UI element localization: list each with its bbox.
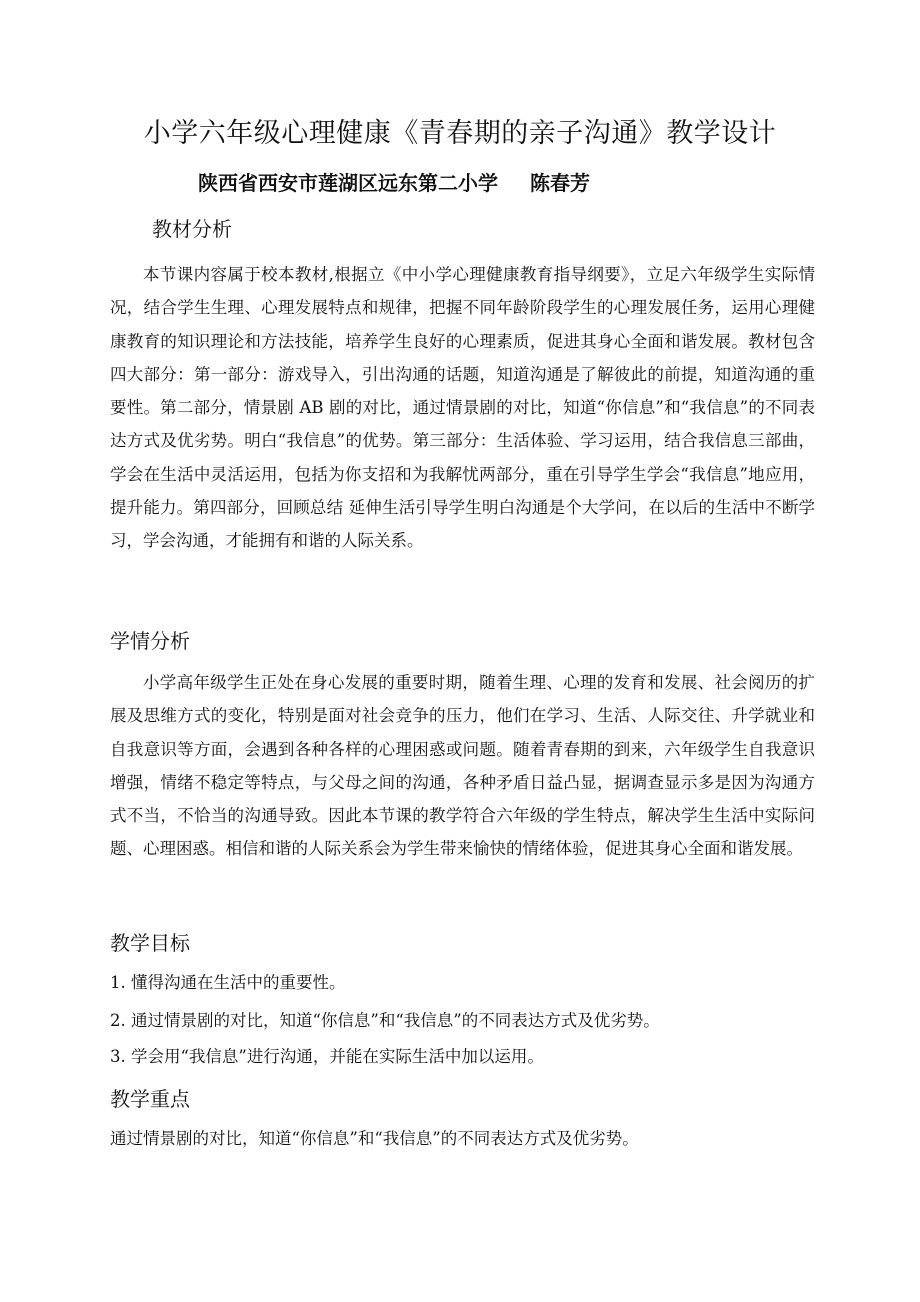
heading-teaching-objectives: 教学目标 <box>110 931 190 955</box>
paragraph-key-points: 通过情景剧的对比，知道“你信息”和“我信息”的不同表达方式及优劣势。 <box>110 1129 639 1148</box>
paragraph-learner-analysis: 小学高年级学生正处在身心发展的重要时期，随着生理、心理的发育和发展、社会阅历的扩展及思维方式的变化，特别是面对社会竞争的压力，他们在学习、生活、人际交往、升学就业和自我意识等方面，会遇到各种各样的心理困惑或问题。随着青春期的到来，六年级学生自我意识增强，情绪不稳定等特点，与父母之间的沟通，各种矛盾日益凸显，据调查显示多是因为沟通方式不当，不恰当的沟通导致。因此本节课的教学符合六年级的学生特点，解决学生生活中实际问题、心理困惑。相信和谐的人际关系会为学生带来愉快的情绪体验，促进其身心全面和谐发展。 <box>110 673 815 859</box>
paragraph-textbook-analysis: 本节课内容属于校本教材,根据立《中小学心理健康教育指导纲要》，立足六年级学生实际情况，结合学生生理、心理发展特点和规律，把握不同年龄阶段学生的心理发展任务，运用心理健康教育的知识理论和方法技能，培养学生良好的心理素质，促进其身心全面和谐发展。教材包含四大部分：第一部分：游戏导入，引出沟通的话题，知道沟通是了解彼此的前提，知道沟通的重要性。第二部分，情景剧 AB 剧的对比，通过情景剧的对比，知道“你信息”和“我信息”的不同表达方式及优劣势。明白“我信息”的优势。第三部分：生活体验、学习运用，结合我信息三部曲，学会在生活中灵活运用，包括为你支招和为我解忧两部分，重在引导学生学会“我信息”地应用，提升能力。第四部分，回顾总结 延伸生活引导学生明白沟通是个大学问，在以后的生活中不断学习，学会沟通，才能拥有和谐的人际关系。 <box>110 265 815 551</box>
objective-item-3: 3. 学会用“我信息”进行沟通，并能在实际生活中加以运用。 <box>110 1047 544 1066</box>
author-school: 陕西省西安市莲湖区远东第二小学 <box>198 171 498 195</box>
author-name: 陈春芳 <box>530 171 590 195</box>
document-title: 小学六年级心理健康《青春期的亲子沟通》教学设计 <box>143 118 777 149</box>
objective-item-1: 1. 懂得沟通在生活中的重要性。 <box>110 973 346 992</box>
heading-learner-analysis: 学情分析 <box>110 629 190 653</box>
objective-item-2: 2. 通过情景剧的对比，知道“你信息”和“我信息”的不同表达方式及优劣势。 <box>110 1011 660 1030</box>
heading-key-points: 教学重点 <box>110 1087 190 1111</box>
author-line <box>198 168 590 198</box>
heading-textbook-analysis: 教材分析 <box>152 217 232 241</box>
